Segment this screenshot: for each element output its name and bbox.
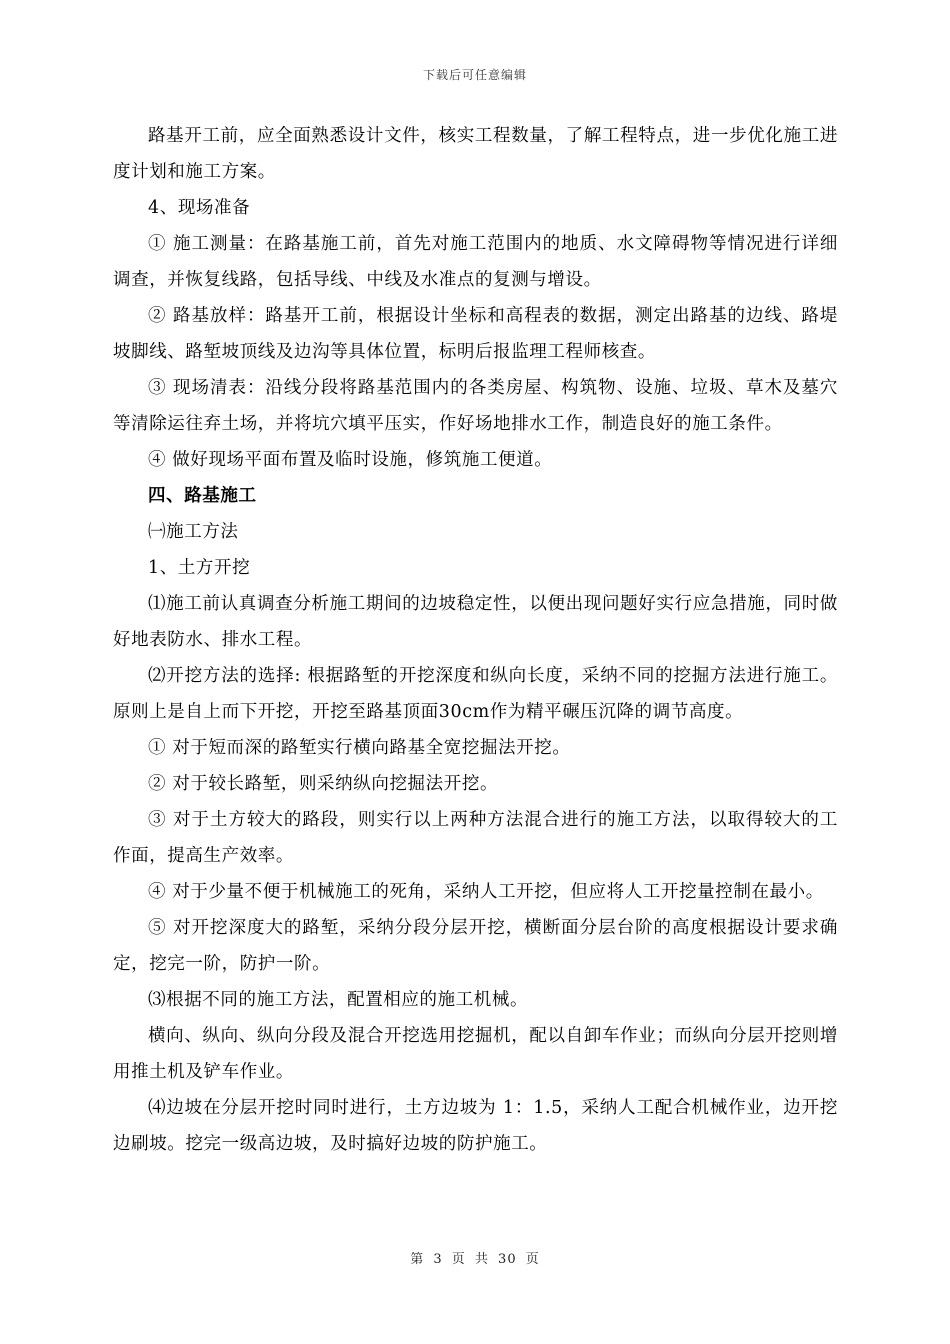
paragraph: ⑤ 对开挖深度大的路堑，采纳分段分层开挖，横断面分层台阶的高度根据设计要求确定，挖完一阶，防护一阶。 — [113, 918, 838, 974]
section-heading: 4、现场准备 — [148, 198, 251, 218]
paragraph: ④ 做好现场平面布置及临时设施，修筑施工便道。 — [148, 450, 553, 470]
page-number-footer: 第 3 页 共 30 页 — [410, 1252, 540, 1267]
paragraph: 路基开工前，应全面熟悉设计文件，核实工程数量，了解工程特点，进一步优化施工进度计划和施工方案。 — [113, 126, 838, 182]
paragraph: ① 施工测量：在路基施工前，首先对施工范围内的地质、水文障碍物等情况进行详细调查，并恢复线路，包括导线、中线及水准点的复测与增设。 — [113, 234, 838, 290]
document-body — [113, 118, 838, 1162]
subsection-heading: ㈠施工方法 — [148, 522, 239, 542]
paragraph: 横向、纵向、纵向分段及混合开挖选用挖掘机，配以自卸车作业；而纵向分层开挖则增用推土机及铲车作业。 — [113, 1026, 838, 1082]
paragraph: ⑴施工前认真调查分析施工期间的边坡稳定性，以便出现问题好实行应急措施，同时做好地表防水、排水工程。 — [113, 594, 838, 650]
paragraph: ⑷边坡在分层开挖时同时进行，土方边坡为 1：1.5，采纳人工配合机械作业，边开挖边刷坡。挖完一级高边坡，及时搞好边坡的防护施工。 — [113, 1098, 838, 1154]
chapter-heading: 四、路基施工 — [148, 486, 257, 506]
header-note: 下载后可任意编辑 — [422, 68, 527, 82]
paragraph: ③ 现场清表：沿线分段将路基范围内的各类房屋、构筑物、设施、垃圾、草木及墓穴等清除运往弃土场，并将坑穴填平压实，作好场地排水工作，制造良好的施工条件。 — [113, 378, 838, 434]
paragraph: ④ 对于少量不便于机械施工的死角，采纳人工开挖，但应将人工开挖量控制在最小。 — [148, 882, 824, 902]
paragraph: ② 路基放样：路基开工前，根据设计坐标和高程表的数据，测定出路基的边线、路堤坡脚线、路堑坡顶线及边沟等具体位置，标明后报监理工程师核查。 — [113, 306, 838, 362]
paragraph: ⑶根据不同的施工方法，配置相应的施工机械。 — [148, 990, 529, 1010]
subsection-heading: 1、土方开挖 — [148, 558, 251, 578]
paragraph: ③ 对于土方较大的路段，则实行以上两种方法混合进行的施工方法，以取得较大的工作面，提高生产效率。 — [113, 810, 838, 866]
paragraph: ⑵开挖方法的选择: 根据路堑的开挖深度和纵向长度，采纳不同的挖掘方法进行施工。原则上是自上而下开挖，开挖至路基顶面30cm作为精平碾压沉降的调节高度。 — [113, 666, 838, 722]
paragraph: ① 对于短而深的路堑实行横向路基全宽挖掘法开挖。 — [148, 738, 571, 758]
paragraph: ② 对于较长路堑，则采纳纵向挖掘法开挖。 — [148, 774, 499, 794]
